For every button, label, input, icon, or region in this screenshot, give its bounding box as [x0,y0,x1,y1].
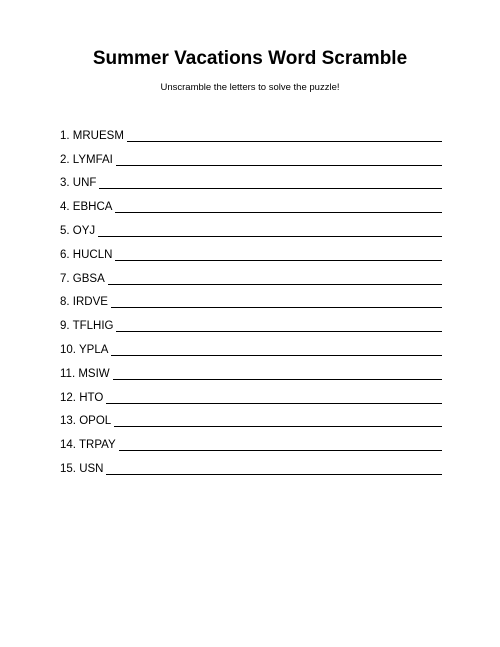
answer-line[interactable] [127,140,442,142]
scrambled-word: LYMFAI [72,153,113,166]
item-number: 1. [60,129,70,142]
item-number: 13. [60,415,76,428]
answer-line[interactable] [116,330,442,332]
item-number: 2. [60,153,70,166]
scramble-label [60,438,119,453]
scramble-item [60,406,442,430]
scramble-label [60,224,98,239]
answer-line[interactable] [108,283,442,285]
scramble-item [60,120,442,144]
scramble-label [60,414,114,429]
scramble-label [60,462,106,477]
scramble-item [60,453,442,477]
scrambled-word: OYJ [72,224,96,237]
scramble-label [60,200,115,215]
item-number: 15. [60,462,76,475]
item-number: 4. [60,201,70,214]
scramble-item [60,358,442,382]
answer-line[interactable] [116,164,442,166]
scramble-item [60,287,442,311]
scramble-item [60,334,442,358]
scramble-item [60,310,442,334]
scramble-label [60,153,116,168]
item-number: 7. [60,272,70,285]
item-number: 6. [60,248,70,261]
scrambled-word: EBHCA [72,201,113,214]
scrambled-word: HTO [79,391,104,404]
answer-line[interactable] [98,235,442,237]
scramble-label [60,343,111,358]
instructions: Unscramble the letters to solve the puzzle! [160,82,340,93]
answer-line[interactable] [115,259,442,261]
answer-line[interactable] [113,378,442,380]
scrambled-word: TFLHIG [72,320,114,333]
item-number: 14. [60,439,76,452]
scramble-list [60,120,442,477]
scramble-label [60,272,108,287]
scramble-item [60,263,442,287]
scramble-item [60,239,442,263]
scrambled-word: OPOL [79,415,112,428]
scrambled-word: UNF [72,177,97,190]
scramble-label [60,295,111,310]
answer-line[interactable] [119,449,442,451]
scrambled-word: HUCLN [72,248,113,261]
scramble-item [60,215,442,239]
scramble-item [60,191,442,215]
item-number: 11. [60,367,76,380]
item-number: 5. [60,224,70,237]
scrambled-word: IRDVE [72,296,108,309]
page-title: Summer Vacations Word Scramble [92,48,408,69]
scramble-label [60,129,127,144]
scramble-item [60,168,442,192]
scramble-label [60,391,106,406]
scramble-label [60,176,99,191]
item-number: 10. [60,343,76,356]
scrambled-word: USN [79,462,104,475]
answer-line[interactable] [99,187,442,189]
scramble-label [60,367,113,382]
scramble-label [60,248,115,263]
scramble-item [60,429,442,453]
answer-line[interactable] [115,211,442,213]
answer-line[interactable] [114,425,442,427]
scramble-item [60,382,442,406]
answer-line[interactable] [111,306,442,308]
item-number: 9. [60,320,70,333]
scramble-item [60,144,442,168]
item-number: 3. [60,177,70,190]
scrambled-word: TRPAY [79,439,116,452]
scrambled-word: GBSA [72,272,105,285]
scrambled-word: MSIW [78,367,110,380]
answer-line[interactable] [106,473,442,475]
scrambled-word: MRUESM [72,129,124,142]
scramble-label [60,319,116,334]
answer-line[interactable] [106,402,442,404]
answer-line[interactable] [111,354,442,356]
item-number: 12. [60,391,76,404]
scrambled-word: YPLA [79,343,109,356]
item-number: 8. [60,296,70,309]
